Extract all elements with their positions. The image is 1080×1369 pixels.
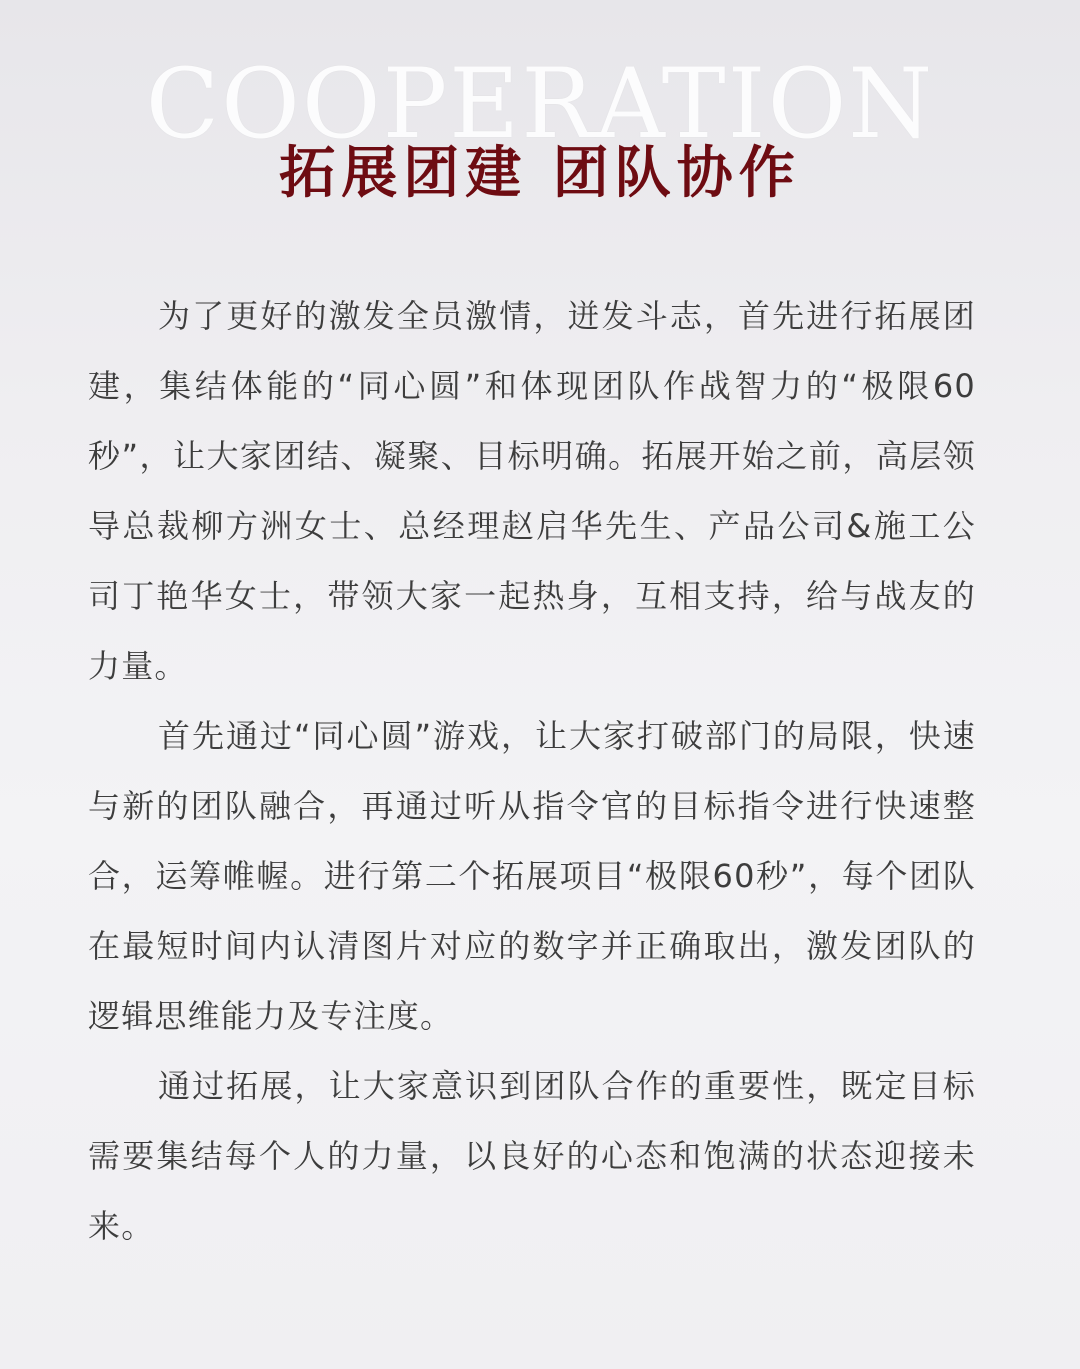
cooperation-watermark: COOPERATION bbox=[145, 48, 935, 160]
page-title: 拓展团建 团队协作 bbox=[279, 141, 801, 206]
article-body bbox=[88, 281, 976, 1261]
paragraph-2: 首先通过“同心圆”游戏，让大家打破部门的局限，快速与新的团队融合，再通过听从指令官的目标指令进行快速整合，运筹帷幄。进行第二个拓展项目“极限60秒”，每个团队在最短时间内认清图片对应的数字并正确取出，激发团队的逻辑思维能力及专注度。 bbox=[88, 717, 976, 1035]
paragraph-1: 为了更好的激发全员激情，迸发斗志，首先进行拓展团建，集结体能的“同心圆”和体现团队作战智力的“极限60秒”，让大家团结、凝聚、目标明确。拓展开始之前，高层领导总裁柳方洲女士、总经理赵启华先生、产品公司&施工公司丁艳华女士，带领大家一起热身，互相支持，给与战友的力量。 bbox=[88, 297, 976, 685]
paragraph-3: 通过拓展，让大家意识到团队合作的重要性，既定目标需要集结每个人的力量，以良好的心态和饱满的状态迎接未来。 bbox=[88, 1067, 976, 1245]
